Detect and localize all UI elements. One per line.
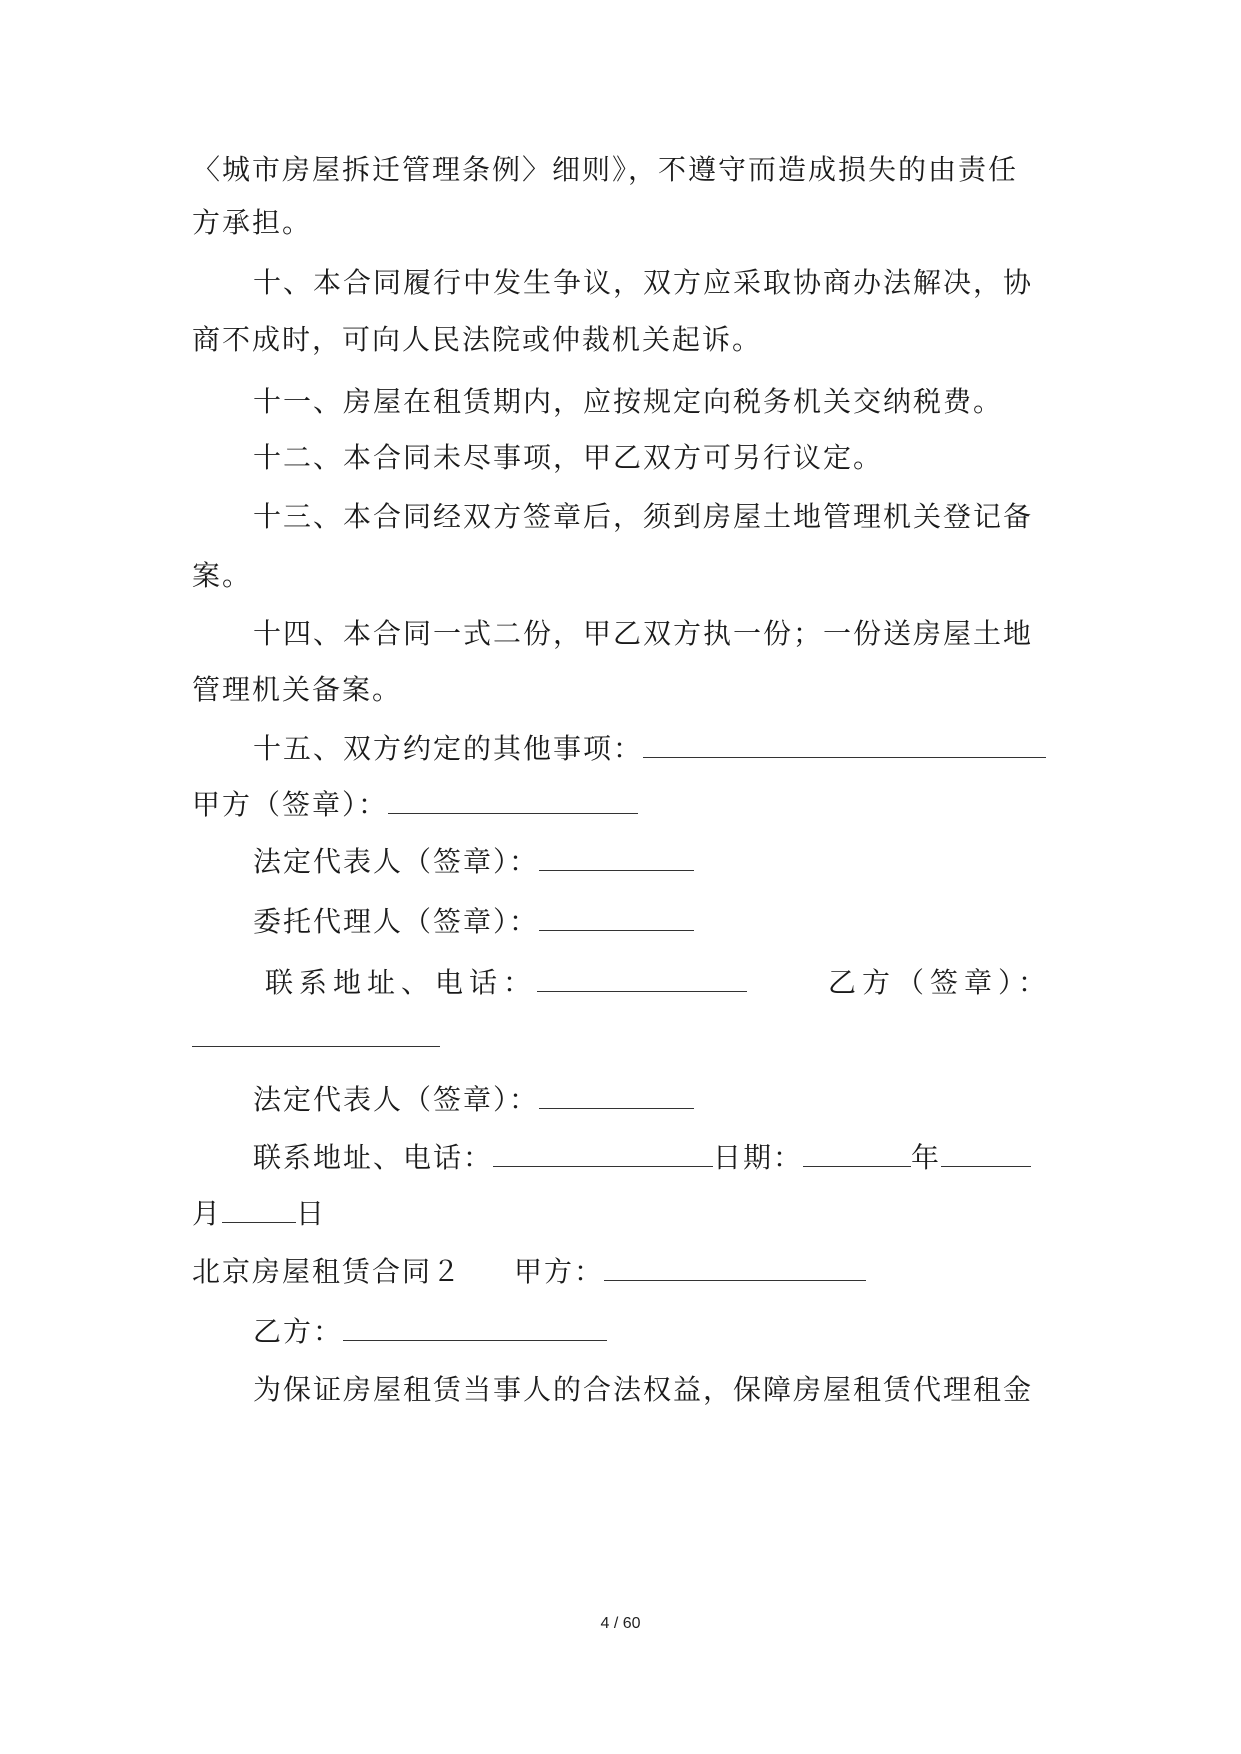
blank-field[interactable]	[493, 1140, 713, 1167]
clause-11	[253, 382, 1052, 422]
text-line	[192, 556, 1052, 596]
blank-field[interactable]	[343, 1314, 607, 1341]
blank-field[interactable]	[539, 1082, 694, 1109]
paragraph-text: 十四、本合同一式二份，甲乙双方执一份；一份送房屋土地	[253, 617, 1034, 650]
blank-field[interactable]	[643, 731, 1046, 758]
blank-field[interactable]	[537, 965, 747, 992]
field-label: 日	[296, 1197, 327, 1230]
blank-field[interactable]	[539, 904, 694, 931]
clause-13	[253, 497, 1052, 537]
blank-field[interactable]	[803, 1140, 911, 1167]
text-line	[192, 203, 1052, 243]
paragraph-text: 十二、本合同未尽事项，甲乙双方可另行议定。	[253, 441, 884, 474]
clause-10	[253, 263, 1052, 303]
clause-15	[253, 729, 1052, 769]
field-label: 联系地址、电话：	[253, 1141, 494, 1174]
paragraph-text: 〈城市房屋拆迁管理条例〉细则》，不遵守而造成损失的由责任	[192, 153, 1019, 186]
paragraph-text: 案。	[192, 559, 253, 592]
paragraph-text: 商不成时，可向人民法院或仲裁机关起诉。	[192, 323, 763, 356]
clause-12	[253, 438, 1052, 478]
party-a-signature	[192, 785, 1052, 825]
blank-field[interactable]	[222, 1196, 296, 1223]
field-label: 法定代表人（签章）：	[253, 845, 540, 878]
paragraph-text: 十、本合同履行中发生争议，双方应采取协商办法解决，协	[253, 266, 1034, 299]
field-label: 日期：	[713, 1141, 804, 1174]
paragraph-text: 为保证房屋租赁当事人的合法权益，保障房屋租赁代理租金	[253, 1373, 1034, 1406]
field-label: 法定代表人（签章）：	[253, 1083, 540, 1116]
field-label: 乙方：	[253, 1315, 344, 1348]
text-line	[192, 150, 1052, 190]
paragraph-text: 十三、本合同经双方签章后，须到房屋土地管理机关登记备	[253, 500, 1034, 533]
field-label: 甲方：	[514, 1255, 605, 1288]
text-line	[192, 320, 1052, 360]
contract-2-heading	[192, 1252, 1052, 1292]
field-label: 年	[911, 1141, 942, 1174]
blank-field[interactable]	[539, 844, 694, 871]
party-b-legal-rep	[253, 1080, 1052, 1120]
paragraph-text: 十五、双方约定的其他事项：	[253, 732, 644, 765]
party-b-contact-date	[253, 1138, 1052, 1178]
party-a-contact	[265, 963, 1052, 1003]
party-b-signature-blank	[192, 1018, 1052, 1058]
field-label: 委托代理人（签章）：	[253, 905, 540, 938]
field-label: 甲方（签章）：	[192, 788, 389, 821]
date-continuation	[192, 1194, 1052, 1234]
blank-field[interactable]	[941, 1140, 1031, 1167]
field-label: 乙方（签章）：	[827, 966, 1052, 999]
contract-2-party-b	[253, 1312, 1052, 1352]
text-line	[192, 670, 1052, 710]
blank-field[interactable]	[604, 1254, 866, 1281]
field-label: 联系地址、电话：	[265, 966, 538, 999]
paragraph-text: 方承担。	[192, 206, 313, 239]
page-number: 4 / 60	[600, 1615, 641, 1632]
paragraph-text: 十一、房屋在租赁期内，应按规定向税务机关交纳税费。	[253, 385, 1004, 418]
contract-title: 北京房屋租赁合同２	[192, 1255, 463, 1288]
clause-14	[253, 614, 1052, 654]
party-a-legal-rep	[253, 842, 1052, 882]
field-label: 月	[192, 1197, 223, 1230]
contract-2-preamble	[253, 1370, 1052, 1410]
paragraph-text: 管理机关备案。	[192, 673, 403, 706]
blank-field[interactable]	[388, 787, 638, 814]
party-a-agent	[253, 902, 1052, 942]
blank-field[interactable]	[192, 1020, 440, 1047]
